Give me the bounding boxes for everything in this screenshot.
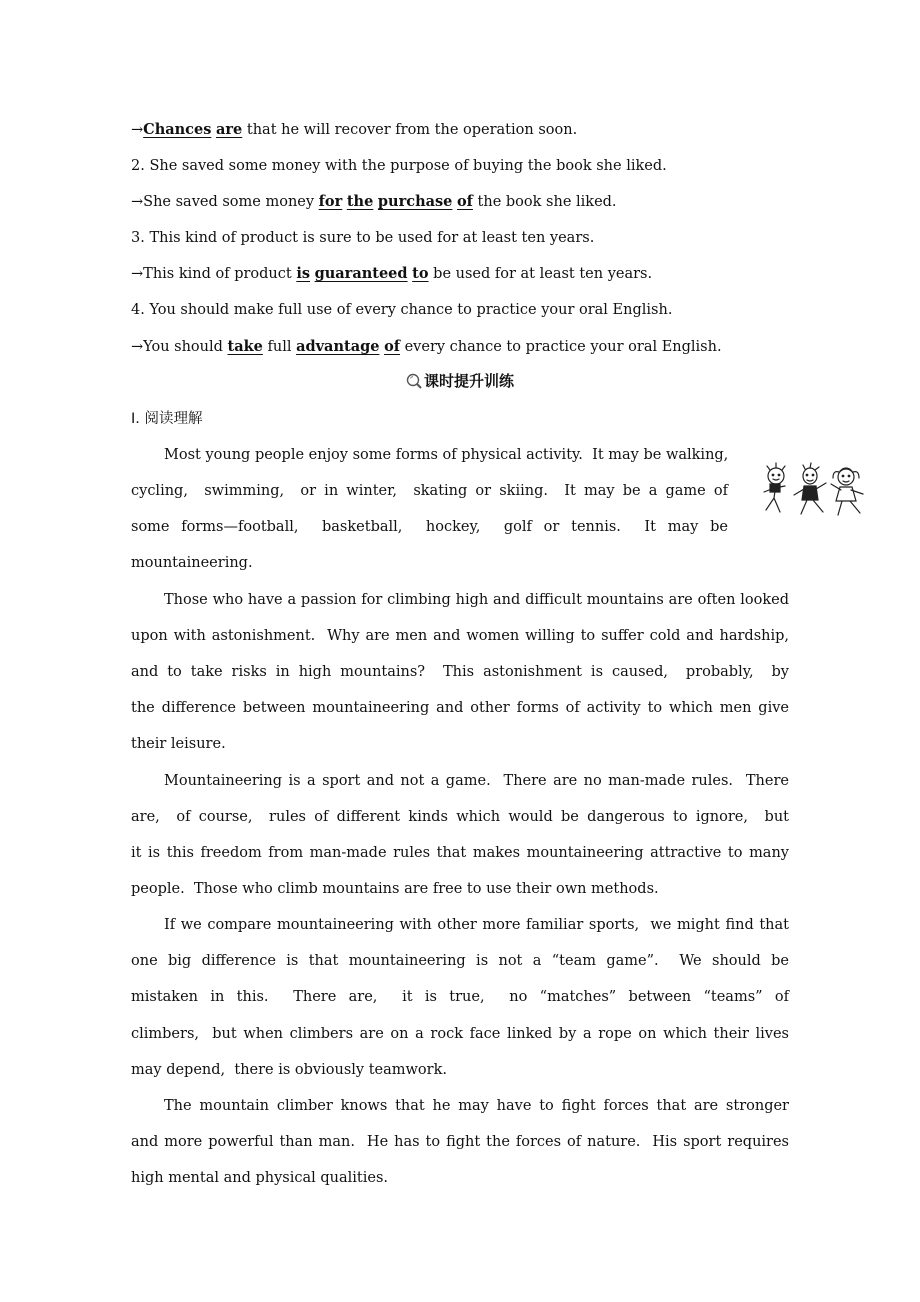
rewrite-line-4 xyxy=(131,337,789,357)
exercise-item-4: 4. You should make full use of every chance to practice your oral English. xyxy=(131,302,673,318)
section-title-block xyxy=(406,370,514,391)
answer-blank: of xyxy=(457,193,473,210)
line-text: every chance to practice your oral English. xyxy=(399,339,722,355)
passage-line: cycling, swimming, or in winter, skating or skiing. It may be a game of xyxy=(131,483,728,499)
passage-line: Those who have a passion for climbing high and difficult mountains are often looked xyxy=(164,592,789,608)
passage-line: high mental and physical qualities. xyxy=(131,1170,389,1186)
passage-line: and more powerful than man. He has to fight the forces of nature. His sport requires xyxy=(131,1134,789,1150)
exercise-item-3: 3. This kind of product is sure to be used for at least ten years. xyxy=(131,230,595,246)
answer-blank: are xyxy=(216,121,243,138)
passage-line: their leisure. xyxy=(131,736,226,752)
section-title: 课时提升训练 xyxy=(423,372,514,390)
answer-blank: purchase xyxy=(377,193,453,210)
line-text: →This kind of product xyxy=(131,266,297,282)
running-kids-illustration xyxy=(752,462,872,524)
magnifier-icon xyxy=(406,373,422,389)
rewrite-line-3 xyxy=(131,264,789,284)
passage-line: Mountaineering is a sport and not a game. There are no man-made rules. There xyxy=(164,773,789,789)
answer-blank: to xyxy=(412,265,429,282)
rewrite-line-1 xyxy=(131,120,789,140)
answer-blank: take xyxy=(227,338,263,355)
answer-blank: guaranteed xyxy=(314,265,408,282)
passage-line: the difference between mountaineering and other forms of activity to which men give xyxy=(131,700,789,716)
line-text: → xyxy=(131,122,144,138)
passage-line: Most young people enjoy some forms of physical activity. It may be walking, xyxy=(164,447,729,463)
exercise-item-2: 2. She saved some money with the purpose of buying the book she liked. xyxy=(131,158,667,174)
passage-line: If we compare mountaineering with other more familiar sports, we might find that xyxy=(164,917,789,933)
answer-blank: of xyxy=(384,338,400,355)
line-text: →She saved some money xyxy=(131,194,319,210)
passage-line: and to take risks in high mountains? This astonishment is caused, probably, by xyxy=(131,664,789,680)
answer-blank: advantage xyxy=(296,338,380,355)
passage-line: climbers, but when climbers are on a rock face linked by a rope on which their lives xyxy=(131,1026,789,1042)
answer-blank: for xyxy=(318,193,343,210)
section-label: Ⅰ. 阅读理解 xyxy=(131,411,203,427)
line-text: full xyxy=(262,339,297,355)
passage-line: mountaineering. xyxy=(131,555,253,571)
passage-line: upon with astonishment. Why are men and women willing to suffer cold and hardship, xyxy=(131,628,789,644)
line-text: be used for at least ten years. xyxy=(428,266,653,282)
passage-line: mistaken in this. There are, it is true, no “matches” between “teams” of xyxy=(131,989,789,1005)
passage-line: are, of course, rules of different kinds which would be dangerous to ignore, but xyxy=(131,809,789,825)
answer-blank: is xyxy=(296,265,310,282)
passage-line: people. Those who climb mountains are free to use their own methods. xyxy=(131,881,659,897)
passage-line: one big difference is that mountaineering is not a “team game”. We should be xyxy=(131,953,789,969)
line-text: →You should xyxy=(131,339,228,355)
line-text: the book she liked. xyxy=(472,194,617,210)
passage-line: may depend, there is obviously teamwork. xyxy=(131,1062,447,1078)
answer-blank: Chances xyxy=(143,121,212,138)
rewrite-line-2 xyxy=(131,192,789,212)
line-text: that he will recover from the operation soon. xyxy=(242,122,578,138)
passage-line: some forms—football, basketball, hockey, golf or tennis. It may be xyxy=(131,519,728,535)
section-header xyxy=(0,370,920,393)
passage-line: The mountain climber knows that he may have to fight forces that are stronger xyxy=(164,1098,789,1114)
passage-line: it is this freedom from man-made rules that makes mountaineering attractive to many xyxy=(131,845,789,861)
answer-blank: the xyxy=(346,193,374,210)
